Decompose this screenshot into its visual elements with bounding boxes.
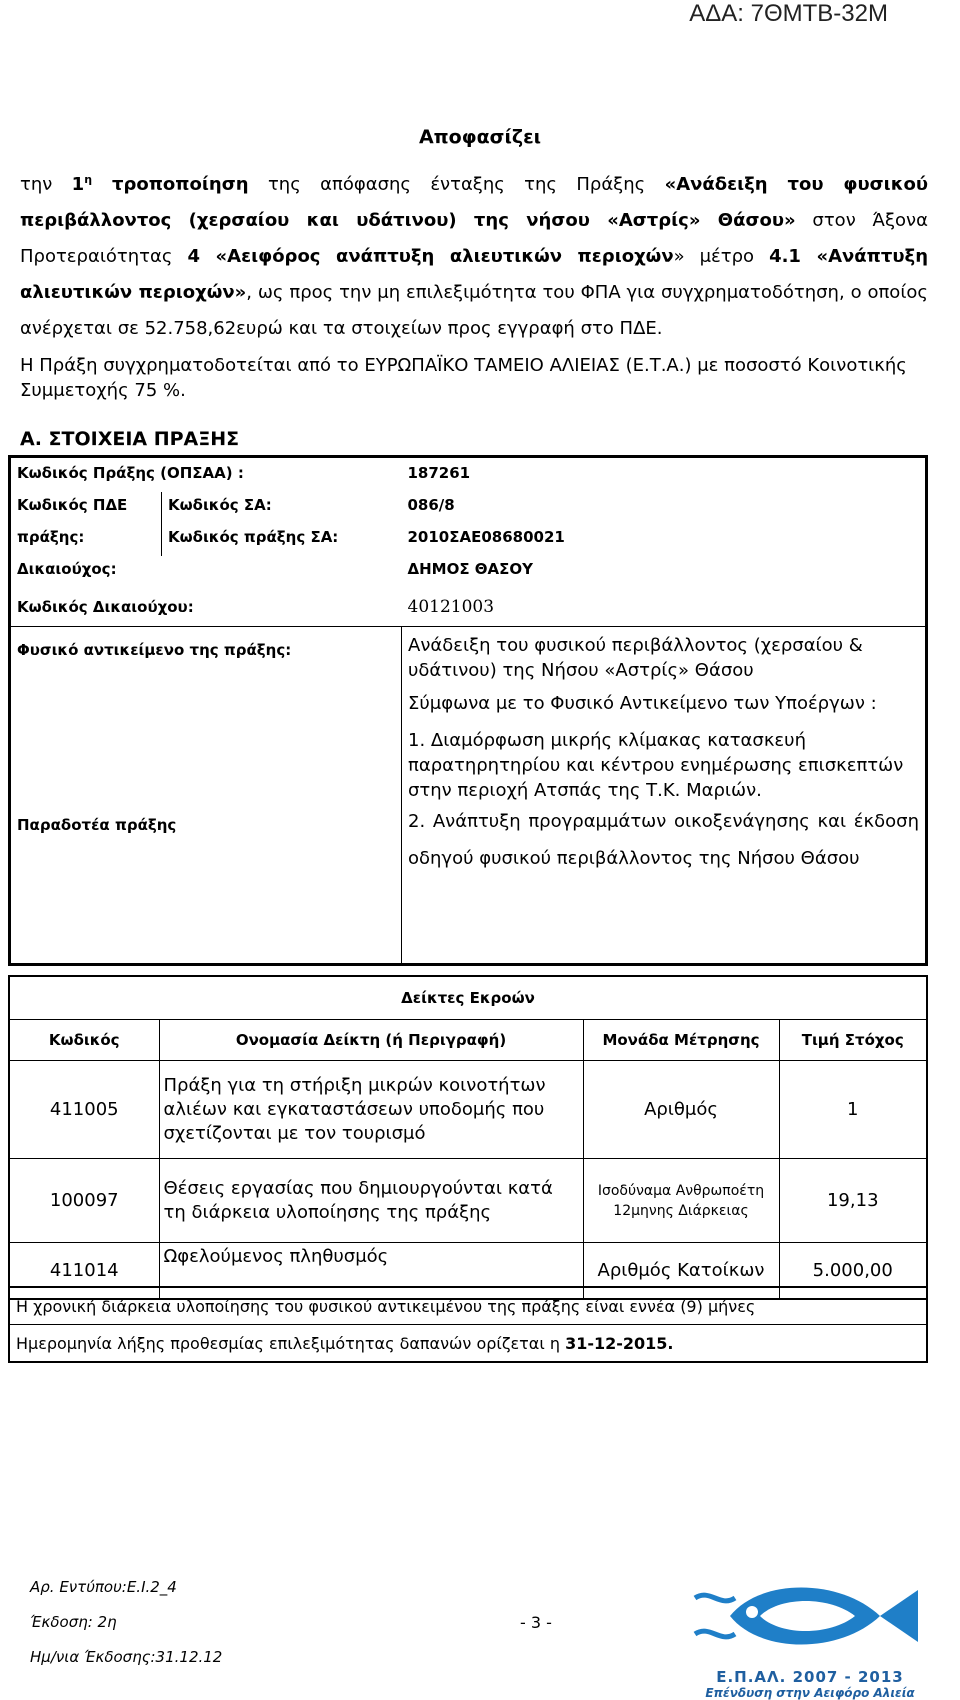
sa-code-label: Κωδικός ΣΑ: <box>168 496 272 514</box>
logo-line-1: Ε.Π.ΑΛ. 2007 - 2013 <box>716 1668 904 1686</box>
deliverables-label: Παραδοτέα πράξης <box>17 816 177 834</box>
physical-object-value: Ανάδειξη του φυσικού περιβάλλοντος (χερσαίου & υδάτινου) της Νήσου «Αστρίς» Θάσου <box>402 627 927 688</box>
pde-code-label: Κωδικός ΠΔΕ <box>10 492 162 524</box>
duration-statement: Η χρονική διάρκεια υλοποίησης του φυσικού αντικειμένου της πράξης είναι εννέα (9) μήνες <box>9 1287 927 1325</box>
column-header: Μονάδα Μέτρησης <box>583 1020 779 1061</box>
project-details-table <box>8 455 928 966</box>
indicator-code: 100097 <box>9 1159 159 1243</box>
output-indicators-table <box>8 975 928 1300</box>
indicator-unit: Αριθμός Κατοίκων <box>583 1243 779 1299</box>
fish-logo-icon <box>690 1568 930 1664</box>
table-row <box>9 1159 927 1243</box>
indicator-name: Θέσεις εργασίας που δημιουργούνται κατά τη διάρκεια υλοποίησης της πράξης <box>159 1159 583 1243</box>
beneficiary-value: ΔΗΜΟΣ ΘΑΣΟΥ <box>407 560 534 578</box>
indicator-unit: Αριθμός <box>583 1061 779 1159</box>
project-code-label: Κωδικός Πράξης (ΟΠΣΑΑ) : <box>17 464 244 482</box>
text-run: » μέτρο <box>673 246 770 267</box>
beneficiary-code-label: Κωδικός Δικαιούχου: <box>10 588 402 627</box>
text-run-bold: 1 <box>71 174 85 195</box>
axis-title: 4 «Αειφόρος ανάπτυξη αλιευτικών περιοχών <box>187 246 674 267</box>
duration-table <box>8 1286 928 1363</box>
cofinancing-paragraph: Η Πράξη συγχρηματοδοτείται από το ΕΥΡΩΠΑΪΚΟ ΤΑΜΕΙΟ ΑΛΙΕΙΑΣ (Ε.Τ.Α.) με ποσοστό Κοινοτικής Συμμετοχής 75 %. <box>20 355 907 401</box>
decision-paragraph <box>20 162 928 347</box>
table-row <box>9 1061 927 1159</box>
column-header: Κωδικός <box>9 1020 159 1061</box>
physical-object-label: Φυσικό αντικείμενο της πράξης: <box>17 641 292 659</box>
decision-heading: Αποφασίζει <box>418 126 542 148</box>
text-run: , ως προς την μη επιλεξιμότητα του ΦΠΑ για συγχρηματοδότηση, ο οποίος ανέρχεται σε 52.758,62ευρώ και τα στοιχείων προς εγγραφή στο ΠΔΕ. <box>20 282 928 339</box>
indicator-name: Ωφελούμενος πληθυσμός <box>159 1243 583 1299</box>
deadline-text: Ημερομηνία λήξης προθεσμίας επιλεξιμότητας δαπανών ορίζεται η <box>16 1333 566 1353</box>
ada-code: ΑΔΑ: 7ΘΜΤΒ-32Μ <box>689 0 888 27</box>
pde-code-label-cont: πράξης: <box>10 524 162 556</box>
indicator-code: 411005 <box>9 1061 159 1159</box>
deadline-date: 31-12-2015. <box>565 1333 674 1353</box>
deliverables-intro: Σύμφωνα με το Φυσικό Αντικείμενο των Υποέργων : <box>408 693 877 714</box>
sa-code-value: 086/8 <box>407 496 455 514</box>
logo-line-2: Επένδυση στην Αειφόρο Αλιεία <box>705 1686 915 1700</box>
beneficiary-label: Δικαιούχος: <box>17 560 117 578</box>
indicator-target: 19,13 <box>779 1159 927 1243</box>
superscript: η <box>84 173 93 186</box>
project-code-value: 187261 <box>407 464 471 482</box>
measure-title: 4.1 «Ανάπτυξη αλιευτικών περιοχών» <box>20 246 929 303</box>
page-number: - 3 - <box>520 1613 552 1632</box>
footer-form-number: Αρ. Εντύπου:Ε.Ι.2_4 <box>30 1578 177 1596</box>
text-run: της απόφασης ένταξης της Πράξης <box>248 174 665 195</box>
indicators-title: Δείκτες Εκροών <box>9 976 927 1020</box>
deadline-statement <box>9 1325 927 1363</box>
epal-logo <box>690 1568 930 1698</box>
footer-edition-date: Ημ/νια Έκδοσης:31.12.12 <box>30 1648 223 1666</box>
indicator-name: Πράξη για τη στήριξη μικρών κοινοτήτων αλιέων και εγκαταστάσεων υποδομής που σχετίζονται με τον τουρισμό <box>159 1061 583 1159</box>
column-header: Τιμή Στόχος <box>779 1020 927 1061</box>
section-a-title: Α. ΣΤΟΙΧΕΙΑ ΠΡΑΞΗΣ <box>20 428 240 450</box>
sa-project-code-label: Κωδικός πράξης ΣΑ: <box>168 528 339 546</box>
project-title: «Ανάδειξη του φυσικού περιβάλλοντος (χερσαίου και υδάτινου) της νήσου «Αστρίς» Θάσου» <box>20 174 929 231</box>
deliverable-item: 2. Ανάπτυξη προγραμμάτων οικοξενάγησης και έκδοση οδηγού φυσικού περιβάλλοντος της Νήσου Θάσου <box>408 811 919 869</box>
indicator-target: 1 <box>779 1061 927 1159</box>
sa-project-code-value: 2010ΣΑΕ08680021 <box>407 528 565 546</box>
indicator-code: 411014 <box>9 1243 159 1299</box>
text-run: στον Άξονα Προτεραιότητας <box>20 210 928 267</box>
text-run-bold: τροποποίηση <box>92 174 249 195</box>
deliverable-item: 1. Διαμόρφωση μικρής κλίμακας κατασκευή παρατηρητηρίου και κέντρου ενημέρωσης επισκεπτών στην περιοχή Ατσπάς της Τ.Κ. Μαριών. <box>408 730 904 801</box>
deliverables-cell <box>402 687 927 965</box>
footer-edition: Έκδοση: 2η <box>30 1613 117 1631</box>
column-header: Ονομασία Δείκτη (ή Περιγραφή) <box>159 1020 583 1061</box>
indicator-unit: Ισοδύναμα Ανθρωποέτη 12μηνης Διάρκειας <box>583 1159 779 1243</box>
text-run: την <box>20 174 72 195</box>
beneficiary-code-value: 40121003 <box>402 588 927 627</box>
indicator-target: 5.000,00 <box>779 1243 927 1299</box>
